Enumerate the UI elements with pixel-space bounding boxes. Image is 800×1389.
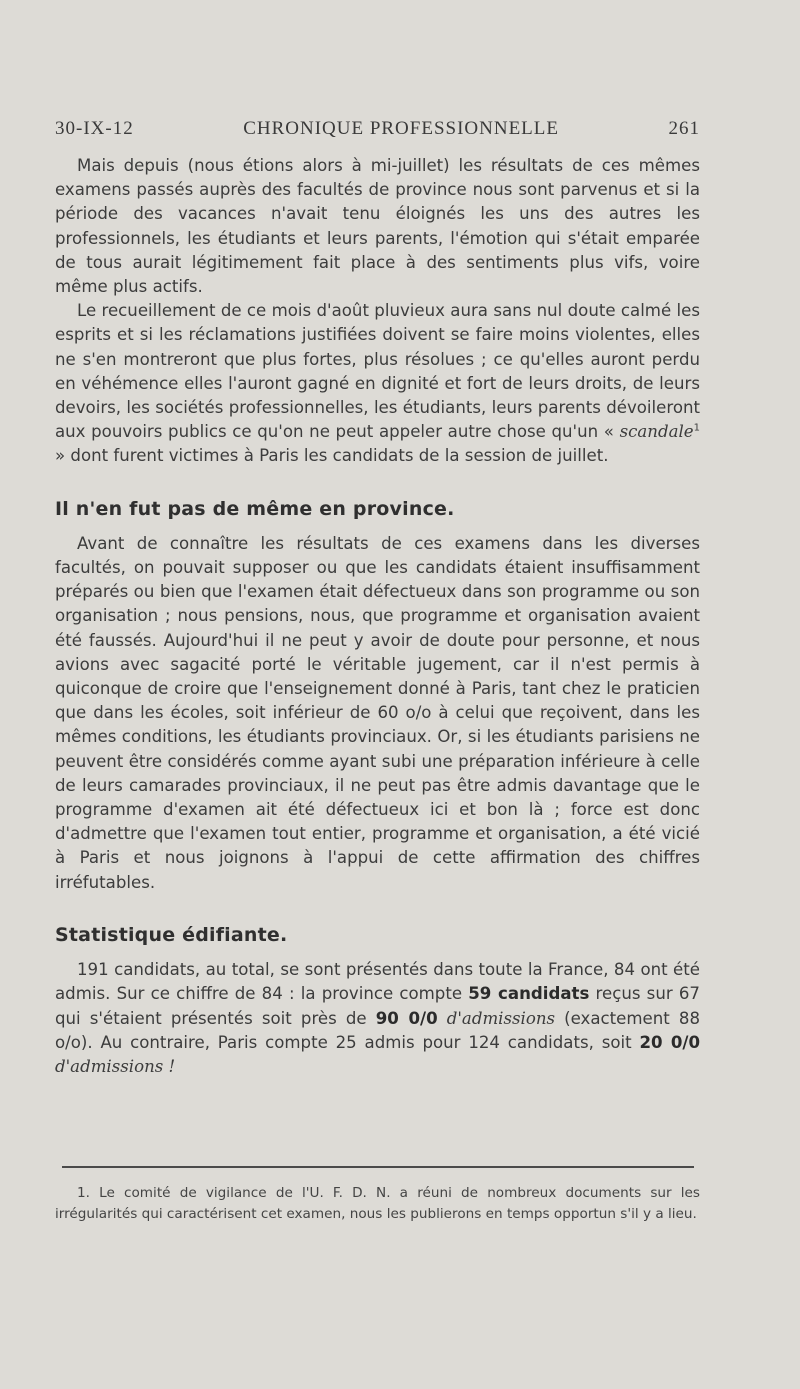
header-date: 30-IX-12 — [55, 118, 134, 139]
section-heading-statistique: Statistique édifiante. — [55, 923, 288, 946]
italic-admissions-2: d'admissions ! — [55, 1056, 176, 1076]
paragraph-3: Avant de connaître les résultats de ces examens dans les diverses facultés, on pouvait supposer ou que les candidats étaient insuffisamment préparés ou bien que l'examen était défectueux dans son programme ou son organisation ; nous pensions, nous, que programme et organisation avaient été faussés. Aujourd'hui il ne peut y avoir de doute pour personne, et nous avions avec sagacité porté le véritable jugement, car il n'est permis à quiconque de croire que l'enseignement donné à Paris, tant chez le praticien que dans les écoles, soit inférieur de 60 o/o à celui que reçoivent, dans les mêmes conditions, les étudiants provinciaux. Or, si les étudiants parisiens ne peuvent être considérés comme ayant subi une préparation inférieure à celle de leurs camarades provinciaux, il ne peut pas être admis davantage que le programme d'examen ait été défectueux ici et bon là ; force est donc d'admettre que l'examen tout entier, programme et organisation, a été vicié à Paris et nous joignons à l'appui de cette affirmation des chiffres irréfutables. — [55, 533, 700, 892]
footnote-divider — [62, 1166, 694, 1168]
bold-20-percent: 20 0/0 — [639, 1032, 700, 1052]
italic-admissions-1: d'admissions — [446, 1008, 556, 1028]
footnote — [55, 1183, 700, 1225]
page-number: 261 — [668, 118, 700, 139]
footnote-ref: 1 — [693, 422, 700, 434]
header-title: CHRONIQUE PROFESSIONNELLE — [243, 118, 560, 139]
running-header — [55, 118, 700, 140]
bold-59-candidats: 59 candidats — [468, 984, 590, 1004]
scandale-italic: scandale — [619, 422, 694, 442]
section-heading-province: Il n'en fut pas de même en province. — [55, 497, 455, 520]
paragraph-4: 191 candidats, au total, se sont présentés dans toute la France, 84 ont été admis. Sur ce chiffre de 84 : la province compte 59 candidats reçus sur 67 qui s'étaient présentés soit près de 90 0/0 d'admissions (exactement 88 o/o). Au contraire, Paris compte 25 admis pour 124 candidats, soit 20 0/0 d'admissions ! — [55, 960, 700, 1076]
main-text — [55, 154, 700, 1079]
footnote-text: 1. Le comité de vigilance de l'U. F. D. N. a réuni de nombreux documents sur les irrégularités qui caractérisent cet examen, nous les publierons en temps opportun s'il y a lieu. — [55, 1185, 700, 1222]
paragraph-1: Mais depuis (nous étions alors à mi-juillet) les résultats de ces mêmes examens passés auprès des facultés de province nous sont parvenus et si la période des vacances n'avait tenu éloignés les uns des autres les professionnels, les étudiants et leurs parents, l'émotion qui s'était emparée de tous aurait légitimement fait place à des sentiments plus vifs, voire même plus actifs. — [55, 156, 700, 297]
paragraph-2: Le recueillement de ce mois d'août pluvieux aura sans nul doute calmé les esprits et si les réclamations justifiées doivent se faire moins violentes, elles ne s'en montreront que plus fortes, plus résolues ; ce qu'elles auront perdu en véhémence elles l'auront gagné en dignité et fort de leurs droits, de leurs devoirs, les sociétés professionnelles, les étudiants, leurs parents dévoileront aux pouvoirs publics ce qu'on ne peut appeler autre chose qu'un « scandale$^1$ » dont furent victimes à Paris les candidats de la session de juillet. — [55, 301, 700, 466]
bold-90-percent: 90 0/0 — [375, 1008, 438, 1028]
